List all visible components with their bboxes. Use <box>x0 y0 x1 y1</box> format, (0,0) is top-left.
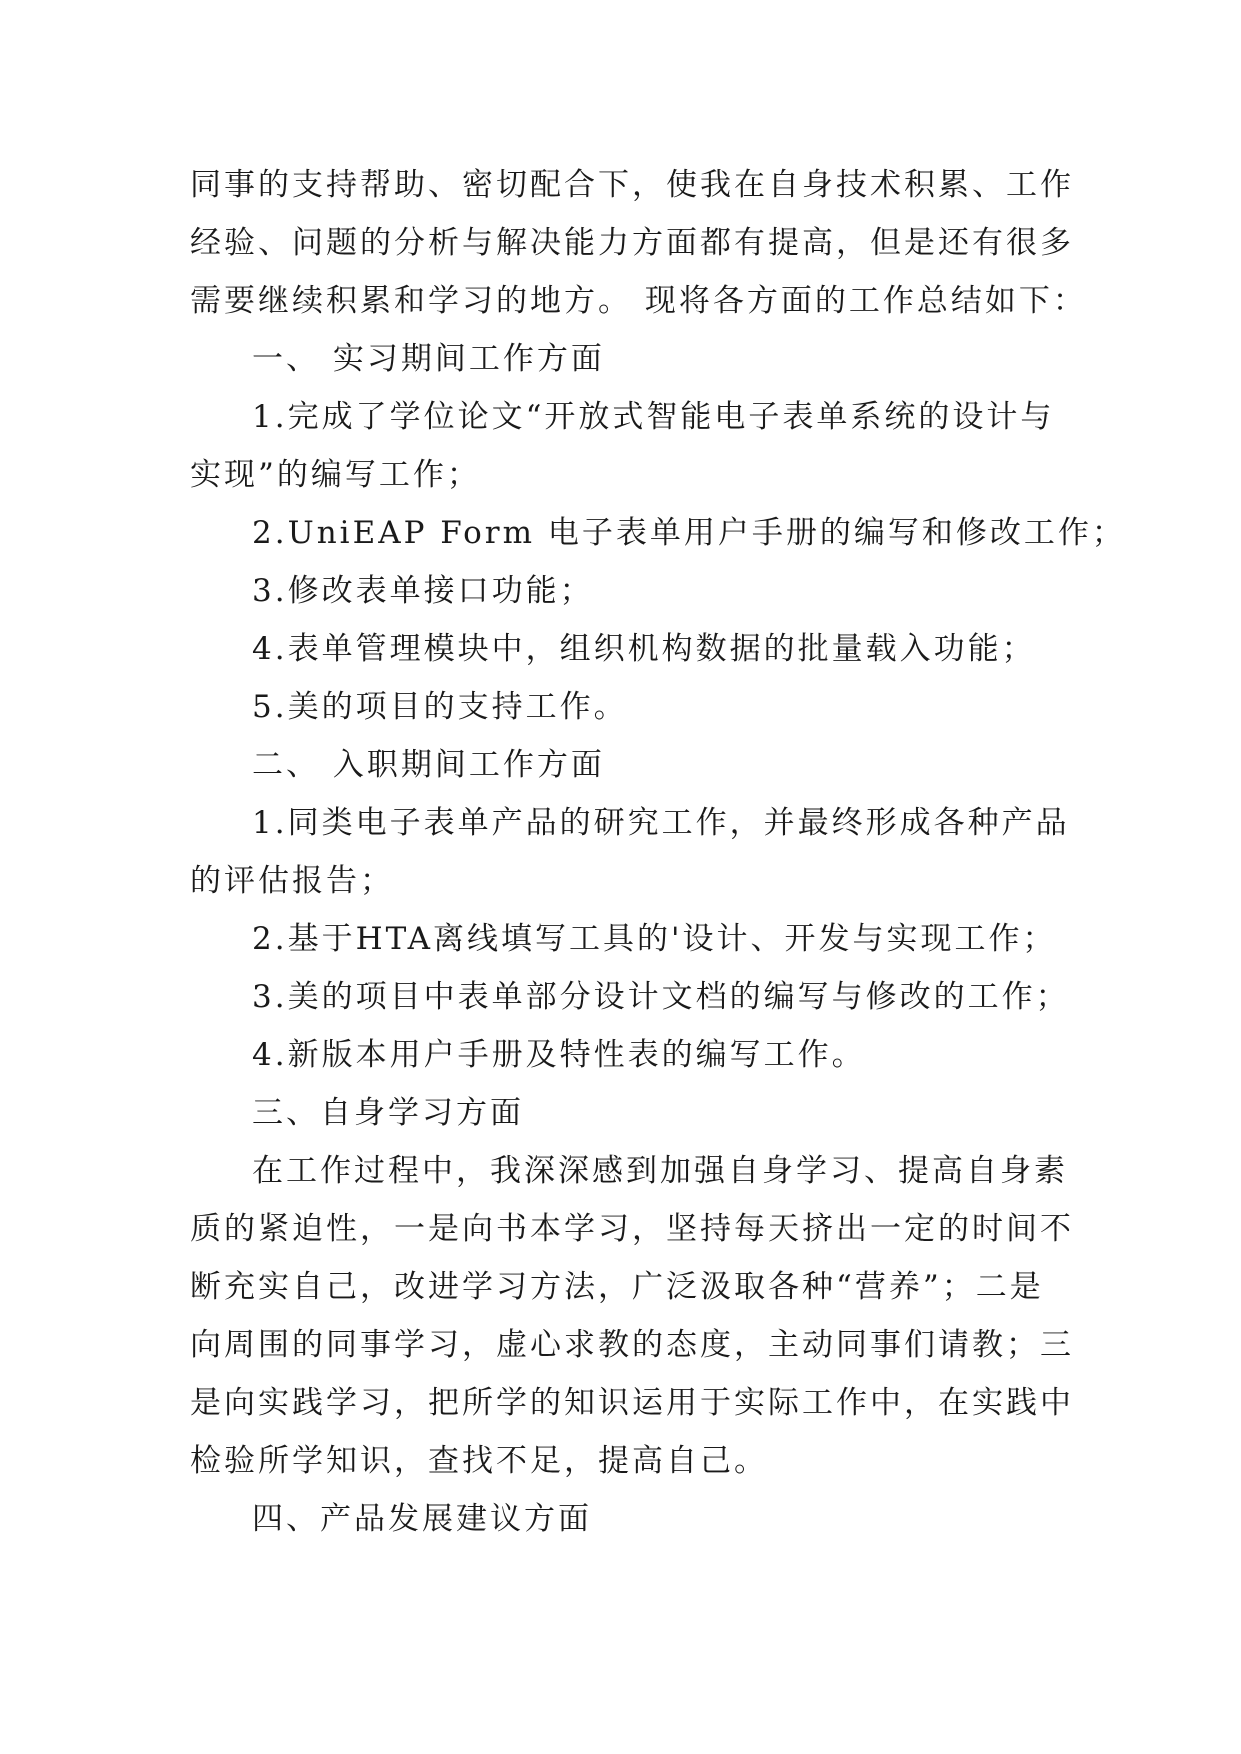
list-item: 3.修改表单接口功能； <box>252 573 594 609</box>
paragraph-line: 是向实践学习，把所学的知识运用于实际工作中，在实践中 <box>190 1385 1074 1421</box>
list-item: 1.完成了学位论文“开放式智能电子表单系统的设计与 <box>252 399 1055 435</box>
section-heading-3: 三、自身学习方面 <box>252 1095 524 1131</box>
list-item: 3.美的项目中表单部分设计文档的编写与修改的工作； <box>252 979 1070 1015</box>
paragraph-line: 向周围的同事学习，虚心求教的态度，主动同事们请教；三 <box>190 1327 1074 1363</box>
paragraph-line: 的评估报告； <box>190 863 394 899</box>
list-item: 2.UniEAP Form 电子表单用户手册的编写和修改工作； <box>252 515 1126 551</box>
paragraph-line: 断充实自己，改进学习方法，广泛汲取各种“营养”；二是 <box>190 1269 1044 1305</box>
section-heading-4: 四、产品发展建议方面 <box>252 1501 592 1537</box>
list-item: 4.新版本用户手册及特性表的编写工作。 <box>252 1037 866 1073</box>
section-heading-2: 二、 入职期间工作方面 <box>252 747 605 783</box>
section-heading-1: 一、 实习期间工作方面 <box>252 341 605 377</box>
list-item: 2.基于HTA离线填写工具的'设计、开发与实现工作； <box>252 921 1057 957</box>
paragraph-line: 需要继续积累和学习的地方。 现将各方面的工作总结如下： <box>190 283 1087 319</box>
paragraph-line: 实现”的编写工作； <box>190 457 481 493</box>
list-item: 5.美的项目的支持工作。 <box>252 689 628 725</box>
paragraph-line: 检验所学知识，查找不足，提高自己。 <box>190 1443 768 1479</box>
paragraph-line: 质的紧迫性，一是向书本学习，坚持每天挤出一定的时间不 <box>190 1211 1074 1247</box>
paragraph-line: 在工作过程中，我深深感到加强自身学习、提高自身素 <box>252 1153 1068 1189</box>
list-item: 1.同类电子表单产品的研究工作，并最终形成各种产品 <box>252 805 1070 841</box>
list-item: 4.表单管理模块中，组织机构数据的批量载入功能； <box>252 631 1036 667</box>
paragraph-line: 同事的支持帮助、密切配合下，使我在自身技术积累、工作 <box>190 167 1074 203</box>
paragraph-line: 经验、问题的分析与解决能力方面都有提高，但是还有很多 <box>190 225 1074 261</box>
